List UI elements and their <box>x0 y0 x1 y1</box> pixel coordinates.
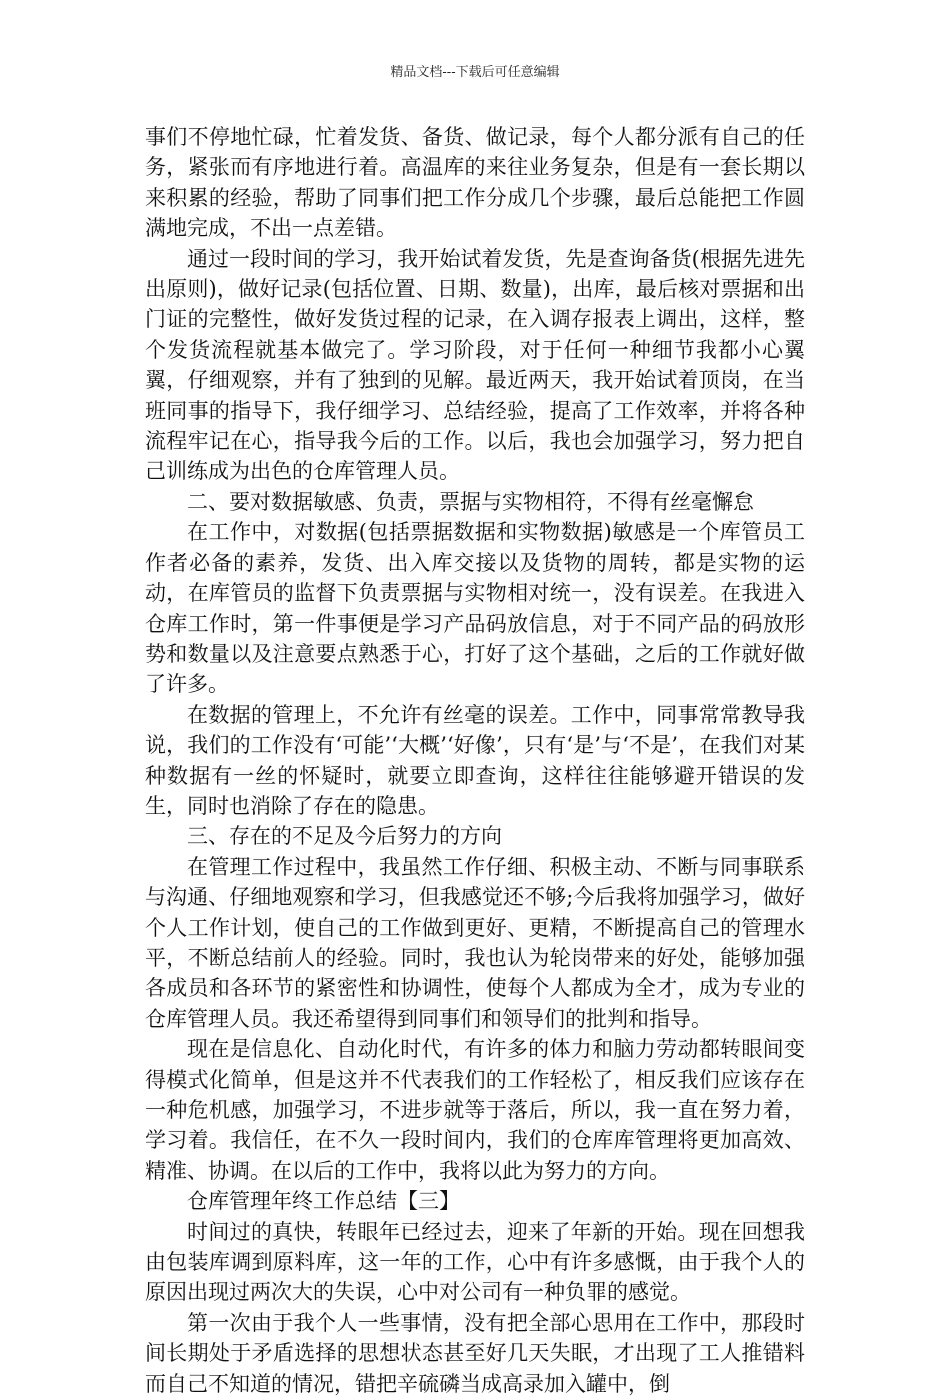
page-header: 精品文档---下载后可任意编辑 <box>390 65 560 80</box>
paragraph: 在管理工作过程中，我虽然工作仔细、积极主动、不断与同事联系与沟通、仔细地观察和学习，但我感觉还不够;今后我将加强学习，做好个人工作计划，使自己的工作做到更好、更精，不断提高自己的管理水平，不断总结前人的经验。同时，我也认为轮岗带来的好处，能够加强各成员和各环节的紧密性和协调性，使每个人都成为全才，成为专业的仓库管理人员。我还希望得到同事们和领导们的批判和指导。 <box>145 854 805 1031</box>
paragraph-continuation: 事们不停地忙碌，忙着发货、备货、做记录，每个人都分派有自己的任务，紧张而有序地进行着。高温库的来往业务复杂，但是有一套长期以来积累的经验，帮助了同事们把工作分成几个步骤，最后总能把工作圆满地完成，不出一点差错。 <box>145 125 805 241</box>
section-heading: 三、存在的不足及今后努力的方向 <box>187 824 502 849</box>
paragraph: 现在是信息化、自动化时代，有许多的体力和脑力劳动都转眼间变得模式化简单，但是这并不代表我们的工作轻松了，相反我们应该存在一种危机感，加强学习，不进步就等于落后，所以，我一直在努力着，学习着。我信任，在不久一段时间内，我们的仓库库管理将更加高效、精准、协调。在以后的工作中，我将以此为努力的方向。 <box>145 1037 805 1183</box>
paragraph: 第一次由于我个人一些事情，没有把全部心思用在工作中，那段时间长期处于矛盾选择的思想状态甚至好几天失眠，才出现了工人推错料而自己不知道的情况，错把辛硫磷当成高录加入罐中，倒 <box>145 1310 805 1396</box>
section-heading: 二、要对数据敏感、负责，票据与实物相符，不得有丝毫懈怠 <box>187 489 754 514</box>
paragraph: 在工作中，对数据(包括票据数据和实物数据)敏感是一个库管员工作者必备的素养，发货、出入库交接以及货物的周转，都是实物的运动，在库管员的监督下负责票据与实物相对统一，没有误差。在我进入仓库工作时，第一件事便是学习产品码放信息，对于不同产品的码放形势和数量以及注意要点熟悉于心，打好了这个基础，之后的工作就好做了许多。 <box>145 520 805 697</box>
paragraph: 在数据的管理上，不允许有丝毫的误差。工作中，同事常常教导我说，我们的工作没有‘可能’‘大概’‘好像’，只有‘是’与‘不是’，在我们对某种数据有一丝的怀疑时，就要立即查询，这样往往能够避开错误的发生，同时也消除了存在的隐患。 <box>145 702 805 818</box>
paragraph: 时间过的真快，转眼年已经过去，迎来了年新的开始。现在回想我由包装库调到原料库，这一年的工作，心中有许多感慨，由于我个人的原因出现过两次大的失误，心中对公司有一种负罪的感觉。 <box>145 1219 805 1305</box>
paragraph: 通过一段时间的学习，我开始试着发货，先是查询备货(根据先进先出原则)，做好记录(包括位置、日期、数量)，出库，最后核对票据和出门证的完整性，做好发货过程的记录，在入调存报表上调出，这样，整个发货流程就基本做完了。学习阶段，对于任何一种细节我都小心翼翼，仔细观察，并有了独到的见解。最近两天，我开始试着顶岗，在当班同事的指导下，我仔细学习、总结经验，提高了工作效率，并将各种流程牢记在心，指导我今后的工作。以后，我也会加强学习，努力把自己训练成为出色的仓库管理人员。 <box>145 246 805 484</box>
document-body <box>145 122 805 1399</box>
document-title-heading: 仓库管理年终工作总结【三】 <box>187 1189 460 1214</box>
